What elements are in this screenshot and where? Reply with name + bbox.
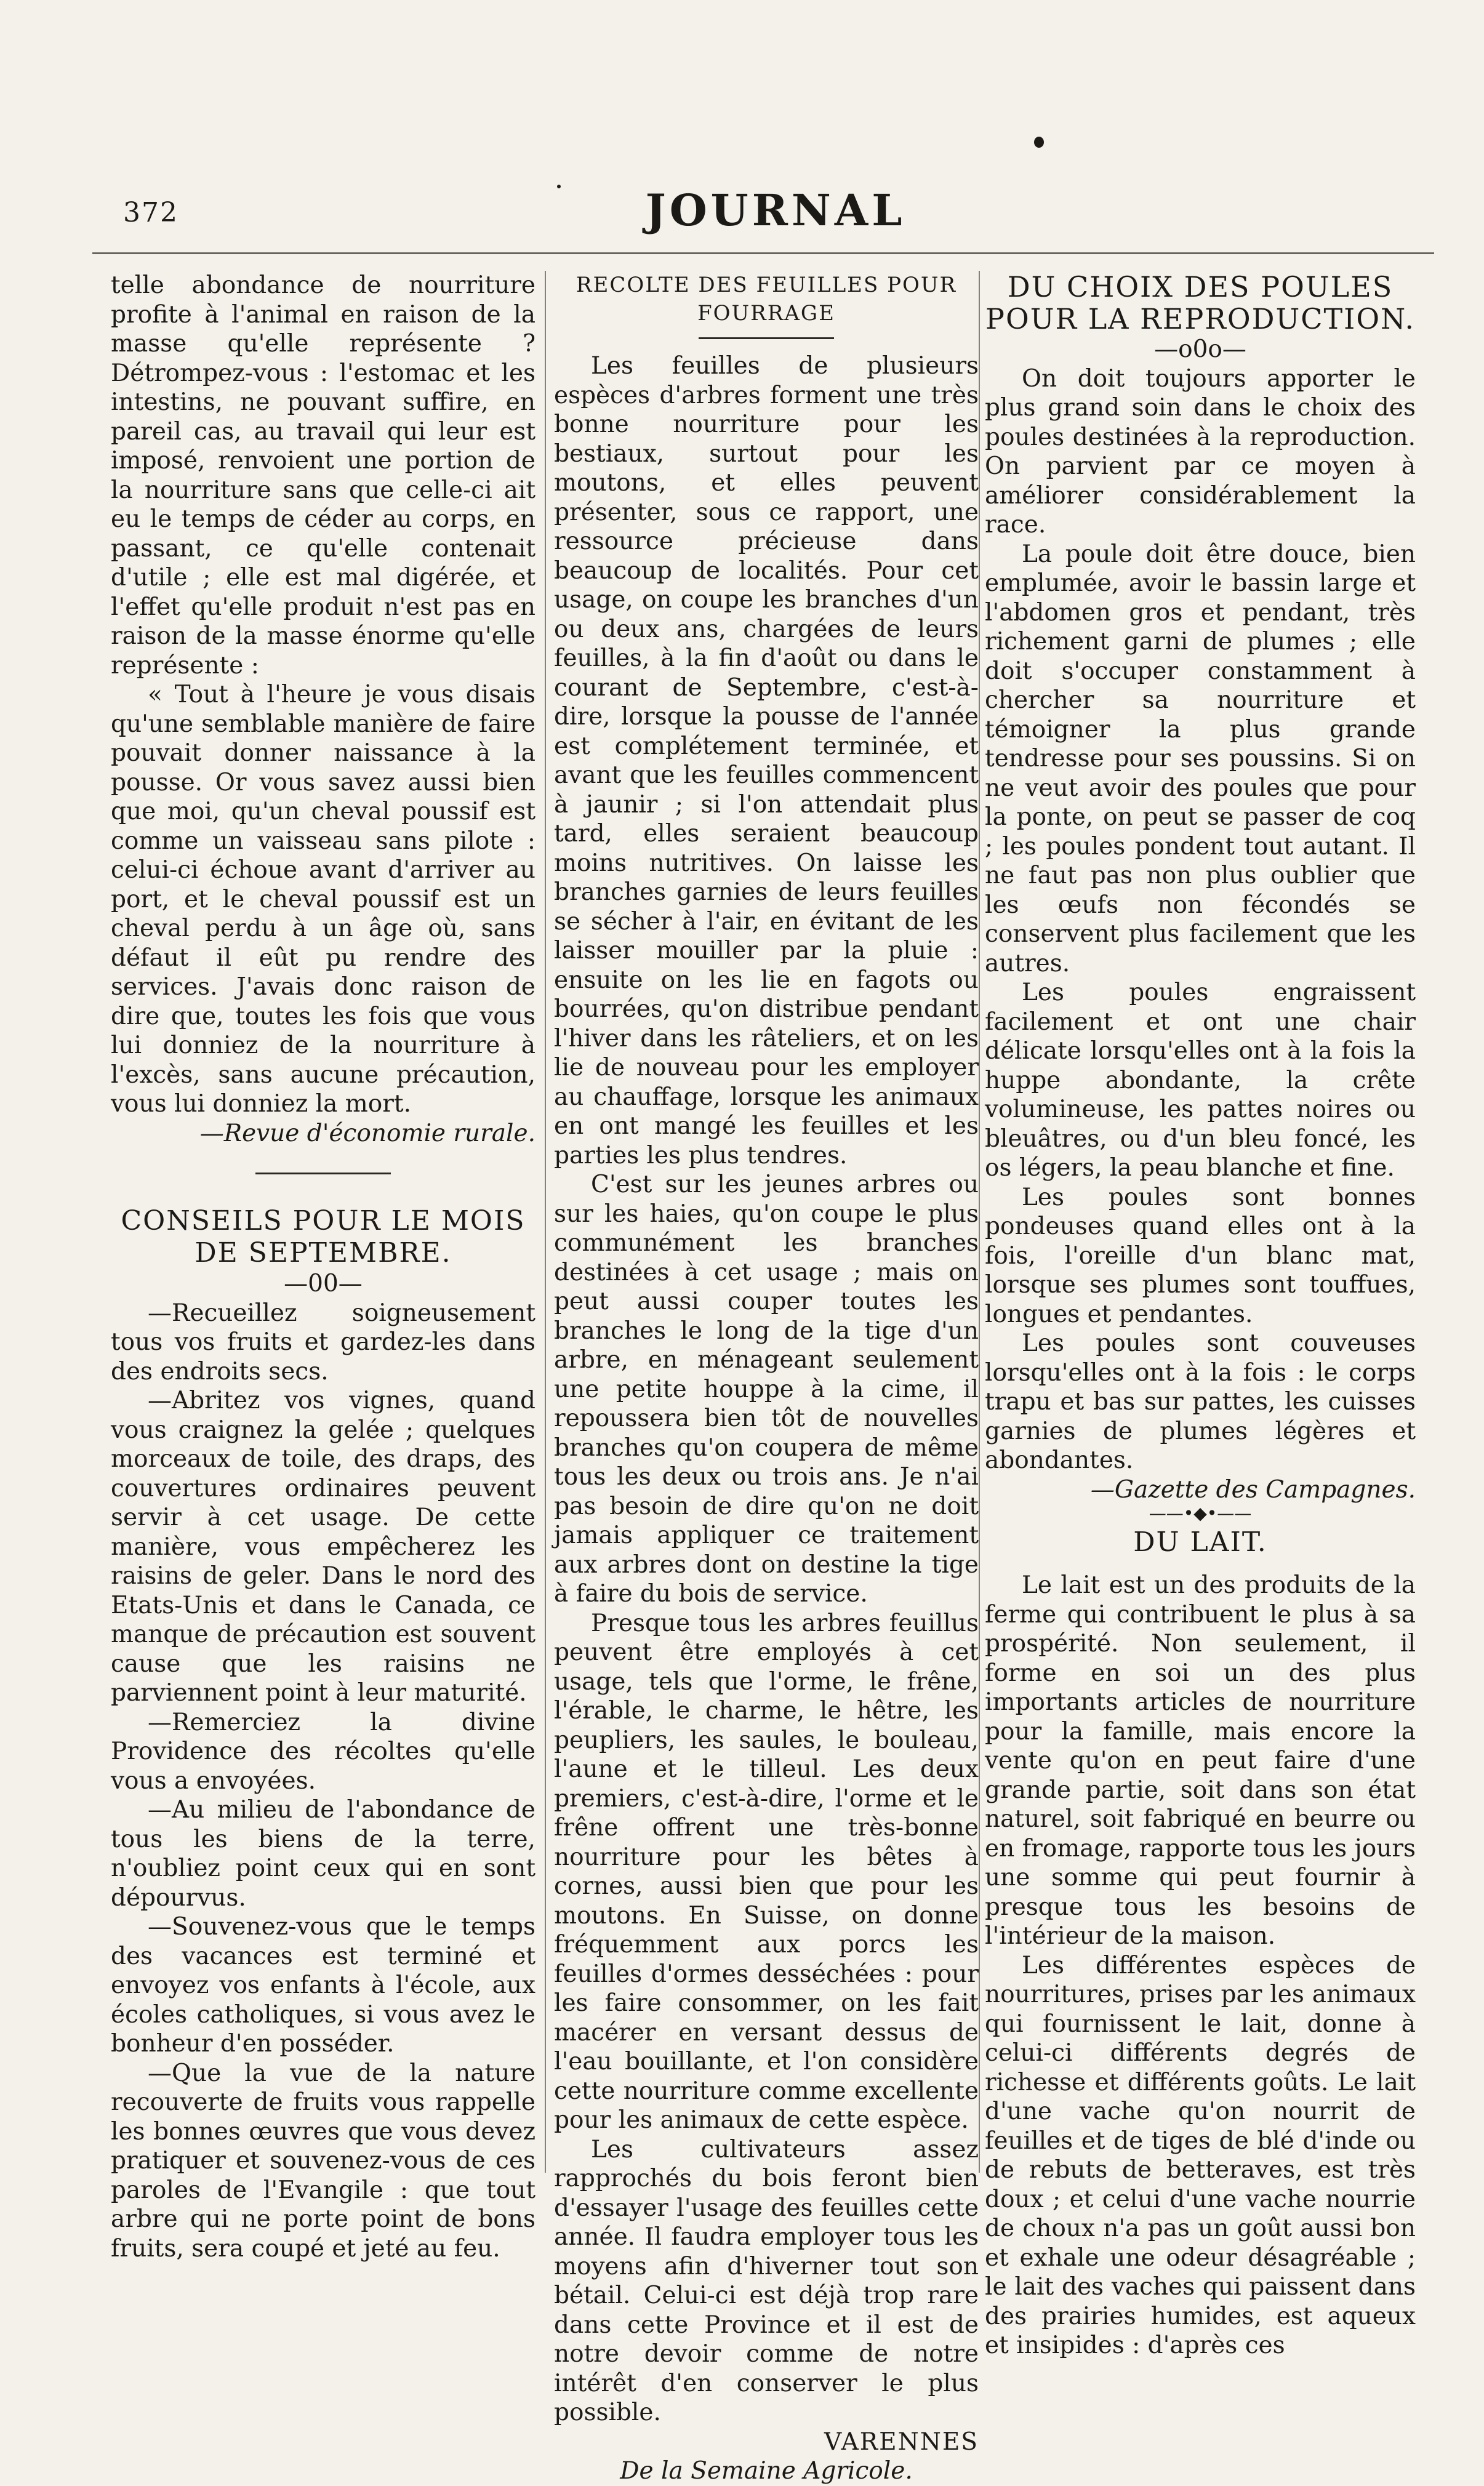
column-rule xyxy=(979,271,980,2173)
article-paragraph: Les différentes espèces de nourritures, prises par les animaux qui fournissent le lait, donne à celui-ci différents degrés de richesse et différents goûts. Le lait d'une vache qu'on nourrit de feuilles et de tiges de blé d'inde ou de rebuts de betteraves, est très doux ; et celui d'une vache nourrie de choux n'a pas un goût aussi bon et exhale une odeur désagréable ; le lait des vaches qui paissent dans des prairies humides, est aqueux et insipides : d'après ces xyxy=(985,1951,1416,2359)
ink-speck xyxy=(557,185,561,188)
article-paragraph: Les cultivateurs assez rapprochés du bois feront bien d'essayer l'usage des feuilles cette année. Il faudra employer tous les moyens afin d'hiverner tout son bétail. Celui-ci est déjà trop rare dans cette Province et il est de notre devoir comme de notre intérêt d'en conserver le plus possible. xyxy=(554,2135,979,2426)
section-rule xyxy=(255,1173,391,1174)
article-paragraph: telle abondance de nourriture profite à l'animal en raison de la masse qu'elle représente ? Détrompez-vous : l'estomac et les intestins, ne pouvant suffire, en pareil cas, au travail qui leur est imposé, renvoient une portion de la nourriture sans que celle-ci ait eu le temps de céder au corps, en passant, ce qu'elle contenait d'utile ; elle est mal digérée, et l'effet qu'elle produit n'est pas en raison de la masse énorme qu'elle représente : xyxy=(111,271,535,680)
section-separator: —00— xyxy=(284,1270,363,1297)
section-title: DU LAIT. xyxy=(1133,1526,1267,1558)
article-paragraph: Les poules sont couveuses lorsqu'elles ont à la fois : le corps trapu et bas sur pattes, les cuisses garnies de plumes légères et abondantes. xyxy=(985,1329,1416,1474)
column-2 xyxy=(554,271,979,2486)
article-paragraph: La poule doit être douce, bien emplumée, avoir le bassin large et l'abdomen gros et pendant, très richement garni de plumes ; elle doit s'occuper constamment à chercher sa nourriture et témoigner la plus grande tendresse pour ses poussins. Si on ne veut avoir des poules que pour la ponte, on peut se passer de coq ; les poules pondent tout autant. Il ne faut pas non plus oublier que les œufs non fécondés se conservent plus facilement que les autres. xyxy=(985,540,1416,977)
advice-item: —Recueillez soigneusement tous vos fruits et gardez-les dans des endroits secs. xyxy=(111,1299,535,1385)
header-rule xyxy=(92,252,1434,254)
column-rule xyxy=(545,271,546,2173)
section-title: CONSEILS POUR LE MOIS DE SEPTEMBRE. xyxy=(121,1205,526,1269)
running-head: JOURNAL xyxy=(645,185,906,236)
section-title: RECOLTE DES FEUILLES POUR FOURRAGE xyxy=(576,273,957,326)
article-paragraph: On doit toujours apporter le plus grand soin dans le choix des poules destinées à la reproduction. On parvient par ce moyen à améliorer considérablement la race. xyxy=(985,364,1416,539)
advice-item: —Que la vue de la nature recouverte de fruits vous rappelle les bonnes œuvres que vous devez pratiquer et souvenez-vous de ces paroles de l'Evangile : que tout arbre qui ne porte point de bons fruits, sera coupé et jeté au feu. xyxy=(111,2059,535,2263)
article-credit: —Revue d'économie rurale. xyxy=(199,1119,535,1147)
advice-item: —Souvenez-vous que le temps des vacances est terminé et envoyez vos enfants à l'école, aux écoles catholiques, si vous avez le bonheur d'en posséder. xyxy=(111,1913,535,2058)
article-signature: VARENNES xyxy=(824,2428,979,2456)
article-paragraph: Les poules engraissent facilement et ont une chair délicate lorsqu'elles ont à la fois la huppe abondante, la crête volumineuse, les pattes noires ou bleuâtres, ou d'un bleu foncé, les os légers, la peau blanche et fine. xyxy=(985,979,1416,1182)
article-paragraph: C'est sur les jeunes arbres ou sur les haies, qu'on coupe le plus communément les branches destinées à cet usage ; mais on peut aussi couper toutes les branches le long de la tige d'un arbre, en ménageant seulement une petite houppe à la cime, il repoussera bien tôt de nouvelles branches qu'on coupera de même tous les deux ou trois ans. Je n'ai pas besoin de dire qu'on ne doit jamais appliquer ce traitement aux arbres dont on destine la tige à faire du bois de service. xyxy=(554,1171,979,1608)
article-paragraph: Les poules sont bonnes pondeuses quand elles ont à la fois, l'oreille d'un blanc mat, lorsque ses plumes sont touffues, longues et pendantes. xyxy=(985,1183,1416,1328)
article-paragraph: Les feuilles de plusieurs espèces d'arbres forment une très bonne nourriture pour les bestiaux, surtout pour les moutons, et elles peuvent présenter, sous ce rapport, une ressource précieuse dans beaucoup de localités. Pour cet usage, on coupe les branches d'un ou deux ans, chargées de leurs feuilles, à la fin d'août ou dans le courant de Septembre, c'est-à-dire, lorsque la pousse de l'année est complétement terminée, et avant que les feuilles commencent à jaunir ; si l'on attendait plus tard, elles seraient beaucoup moins nutritives. On laisse les branches garnies de leurs feuilles se sécher à l'air, en évitant de les laisser mouiller par la pluie : ensuite on les lie en fagots ou bourrées, qu'on distribue pendant l'hiver dans les râteliers, et on les lie de nouveau pour les employer au chauffage, lorsque les animaux en ont mangé les feuilles et les parties les plus tendres. xyxy=(554,352,979,1169)
column-1 xyxy=(111,271,535,2263)
advice-item: —Abritez vos vignes, quand vous craignez la gelée ; quelques morceaux de toile, des draps, des couvertures ordinaires peuvent servir à cet usage. De cette manière, vous empêcherez les raisins de geler. Dans le nord des Etats-Unis et dans le Canada, ce manque de précaution est souvent cause que les raisins ne parviennent point à leur maturité. xyxy=(111,1387,535,1707)
advice-item: —Au milieu de l'abondance de tous les biens de la terre, n'oubliez point ceux qui en sont dépourvus. xyxy=(111,1796,535,1912)
section-title: DU CHOIX DES POULES POUR LA REPRODUCTION. xyxy=(985,270,1415,335)
page-number: 372 xyxy=(123,197,178,228)
section-separator: —o0o— xyxy=(1154,335,1246,363)
section-rule xyxy=(699,337,834,339)
article-paragraph: Le lait est un des produits de la ferme qui contribuent le plus à sa prospérité. Non seulement, il forme en soi un des plus importants articles de nourriture pour la famille, mais encore la vente qu'on en peut faire d'une grande partie, soit dans son état naturel, soit fabriqué en beurre ou en fromage, rapporte tous les jours une somme qui peut fournir à presque tous les besoins de l'intérieur de la maison. xyxy=(985,1571,1416,1950)
article-credit: —Gazette des Campagnes. xyxy=(1090,1475,1416,1504)
article-paragraph: Presque tous les arbres feuillus peuvent être employés à cet usage, tels que l'orme, le frêne, l'érable, le charme, le hêtre, les peupliers, les saules, le bouleau, l'aune et le tilleul. Les deux premiers, c'est-à-dire, l'orme et le frêne offrent une très-bonne nourriture pour les bêtes à cornes, aussi bien que pour les moutons. En Suisse, on donne fréquemment aux porcs les feuilles d'ormes desséchées : pour les faire consommer, on les fait macérer en versant dessus de l'eau bouillante, et l'on considère cette nourriture comme excellente pour les animaux de cette espèce. xyxy=(554,1609,979,2134)
advice-item: —Remerciez la divine Providence des récoltes qu'elle vous a envoyées. xyxy=(111,1708,535,1795)
article-paragraph: « Tout à l'heure je vous disais qu'une semblable manière de faire pouvait donner naissance à la pousse. Or vous savez aussi bien que moi, qu'un cheval poussif est comme un vaisseau sans pilote : celui-ci échoue avant d'arriver au port, et le cheval poussif est un cheval perdu à un âge où, sans défaut il eût pu rendre des services. J'avais donc raison de dire que, toutes les fois que vous lui donniez de la nourriture à l'excès, sans aucune précaution, vous lui donniez la mort. xyxy=(111,681,535,1118)
article-source: De la Semaine Agricole. xyxy=(620,2457,913,2485)
ornament-separator: ——•◆•—— xyxy=(1149,1503,1252,1523)
column-3 xyxy=(985,271,1416,2360)
ink-speck xyxy=(1034,137,1044,148)
